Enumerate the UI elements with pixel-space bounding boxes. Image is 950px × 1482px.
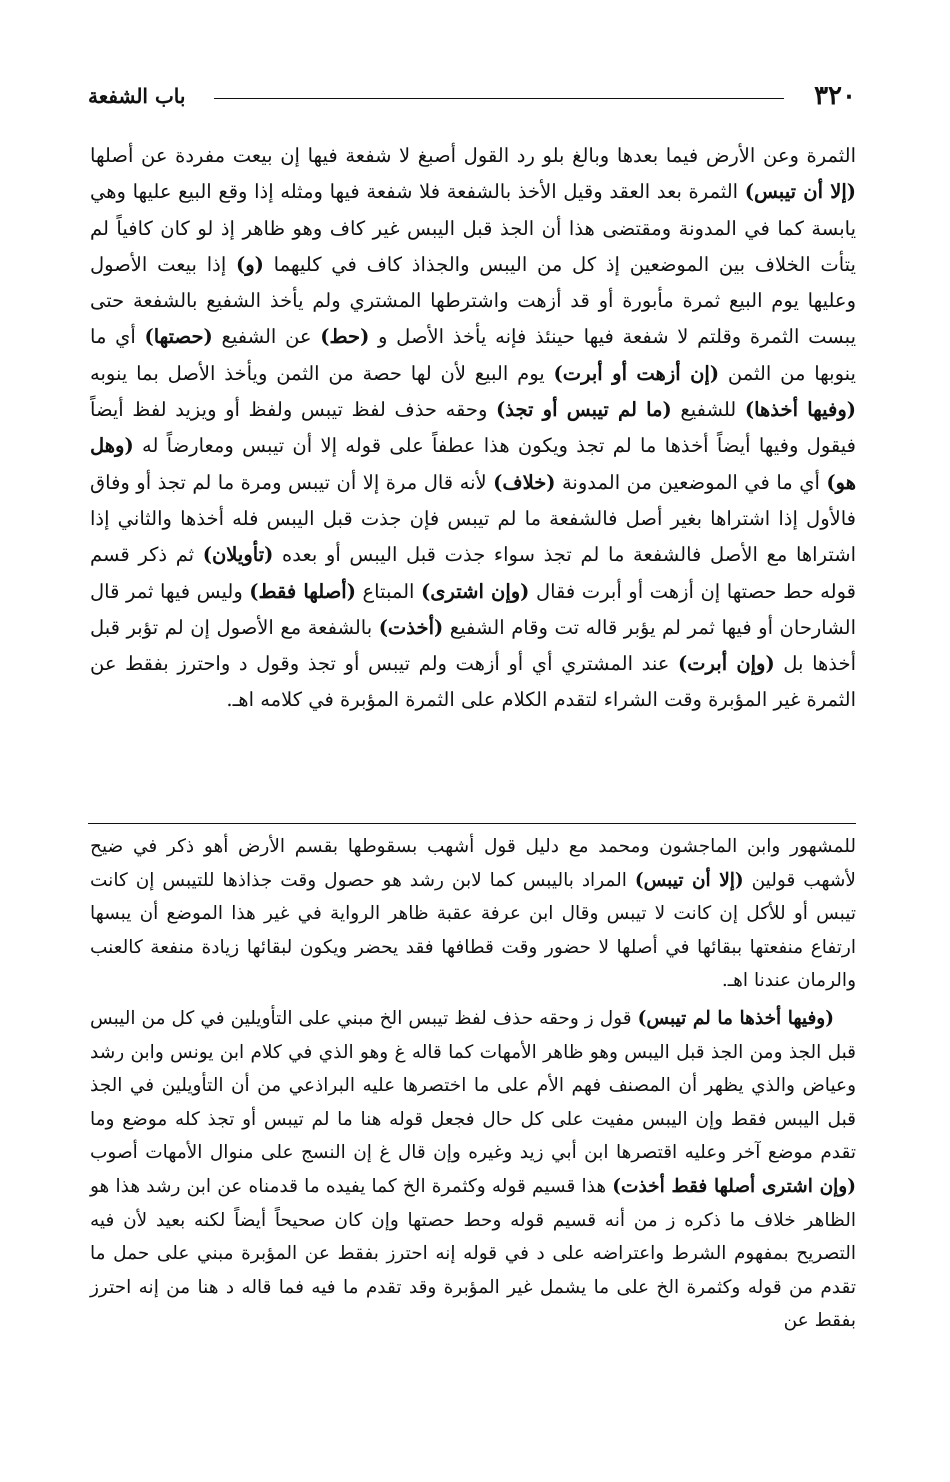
emphasis: (وإن أبرت) xyxy=(677,652,775,676)
page-header xyxy=(88,78,856,118)
header-rule xyxy=(214,98,784,99)
emphasis: (خلاف) xyxy=(493,470,556,494)
footnote-separator xyxy=(88,823,856,824)
footnote-paragraph: (وفيها أخذها ما لم تيبس) قول ز وحقه حذف لفظ تيبس الخ مبني على التأويلين في كل من اليبس قبل الجذ ومن الجذ قبل اليبس وهو ظاهر الأمهات كما قاله غ وهو الذي في كلام ابن يونس وابن رشد وعياض والذي يظهر أن المصنف فهم الأم على ما اختصرها عليه البراذعي من أن التأويلين في الجذ قبل اليبس فقط وإن اليبس مفيت على كل حال فجعل قوله هنا ما لم تيبس أو تجذ كله موضع وما تقدم موضع آخر وعليه اقتصرها ابن أبي زيد وغيره وإن قال غ إن النسج على منوال الأمهات أصوب (وإن اشترى أصلها فقط أخذت) هذا قسيم قوله وكثمرة الخ كما يفيده ما قدمناه عن ابن رشد هذا هو الظاهر خلاف ما ذكره ز من أنه قسيم قوله وحط حصتها وإن كان صحيحاً أيضاً لكنه بعيد لأن فيه التصريح بمفهوم الشرط واعتراضه على د في قوله إنه احترز بفقط عن المؤبرة مبني على حمل ما تقدم من قوله وكثمرة الخ على ما يشمل غير المؤبرة وقد تقدم ما فيه فما قاله د هنا من إنه احترز بفقط عن xyxy=(90,1007,857,1332)
emphasis: (إلا أن تيبس) xyxy=(634,869,744,891)
emphasis: (وإن اشترى أصلها فقط أخذت) xyxy=(612,1175,856,1197)
emphasis: (أصلها فقط) xyxy=(249,579,356,603)
emphasis: (حصتها) xyxy=(144,325,213,349)
emphasis: (وفيها أخذها ما لم تيبس) xyxy=(637,1007,834,1029)
main-text xyxy=(90,138,856,719)
emphasis: (إن أزهت أو أبرت) xyxy=(553,361,720,385)
footnote-paragraph: للمشهور وابن الماجشون ومحمد مع دليل قول أشهب بسقوطها بقسم الأرض أهو ذكر في ضيح لأشهب قولين (إلا أن تيبس) المراد باليبس كما لابن رشد هو حصول وقت جذاذها للتيبس إن كانت تيبس أو للأكل إن كانت لا تيبس وقال ابن عرفة عقبة ظاهر الرواية في غير هذا الموضع أن يبسها ارتفاع منفعتها ببقائها في أصلها لا حضور وقت قطافها فقد يحضر ويكون لبقائها زيادة منفعة كالعنب والرمان عندنا اهـ. xyxy=(90,836,856,992)
emphasis: (أخذت) xyxy=(378,615,444,639)
emphasis: (و) xyxy=(236,252,264,276)
footnotes xyxy=(90,830,856,1338)
page-number: ٣٢٠ xyxy=(814,81,856,111)
emphasis: (تأويلان) xyxy=(202,543,274,567)
emphasis: (ما لم تيبس أو تجذ) xyxy=(496,398,672,422)
emphasis: (وفيها أخذها) xyxy=(744,398,856,422)
main-paragraph: الثمرة وعن الأرض فيما بعدها وبالغ بلو رد القول أصبغ لا شفعة فيها إن بيعت مفردة عن أصلها (إلا أن تيبس) الثمرة بعد العقد وقيل الأخذ بالشفعة فلا شفعة فيها ومثله إذا وقع البيع عليها وهي يابسة كما في المدونة ومقتضى هذا أن الجذ قبل اليبس غير كاف وهو ظاهر إذ لو كان كافياً لم يتأت الخلاف بين الموضعين إذ كل من اليبس والجذاذ كاف في كليهما (و) إذا بيعت الأصول وعليها يوم البيع ثمرة مأبورة أو قد أزهت واشترطها المشتري ولم يأخذ الشفيع بالشفعة حتى يبست الثمرة وقلتم لا شفعة فيها حينئذ فإنه يأخذ الأصل و (حط) عن الشفيع (حصتها) أي ما ينوبها من الثمن (إن أزهت أو أبرت) يوم البيع لأن لها حصة من الثمن ويأخذ الأصل بما ينوبه (وفيها أخذها) للشفيع (ما لم تيبس أو تجذ) وحقه حذف لفظ تيبس ولفظ أو ويزيد لفظ أيضاً فيقول وفيها أيضاً أخذها ما لم تجذ ويكون هذا عطفاً على قوله إلا أن تيبس ومعارضاً له (وهل هو) أي ما في الموضعين من المدونة (خلاف) لأنه قال مرة إلا أن تيبس ومرة ما لم تجذ أو وفاق فالأول إذا اشتراها بغير أصل فالشفعة ما لم تيبس فإن جذت قبل اليبس فله أخذها والثاني إذا اشتراها مع الأصل فالشفعة ما لم تجذ سواء جذت قبل اليبس أو بعده (تأويلان) ثم ذكر قسم قوله حط حصتها إن أزهت أو أبرت فقال (وإن اشترى) المبتاع (أصلها فقط) وليس فيها ثمر قال الشارحان أو فيها ثمر لم يؤبر قاله تت وقام الشفيع (أخذت) بالشفعة مع الأصول إن لم تؤبر قبل أخذها بل (وإن أبرت) عند المشتري أي أو أزهت ولم تيبس أو تجذ وقول د واحترز بفقط عن الثمرة غير المؤبرة وقت الشراء لتقدم الكلام على الثمرة المؤبرة في كلامه اهـ. xyxy=(90,144,857,712)
emphasis: (إلا أن تيبس) xyxy=(744,180,856,204)
emphasis: (وهل هو) xyxy=(90,434,857,494)
emphasis: (حط) xyxy=(320,325,370,349)
emphasis: (وإن اشترى) xyxy=(421,579,530,603)
chapter-title: باب الشفعة xyxy=(88,84,186,108)
